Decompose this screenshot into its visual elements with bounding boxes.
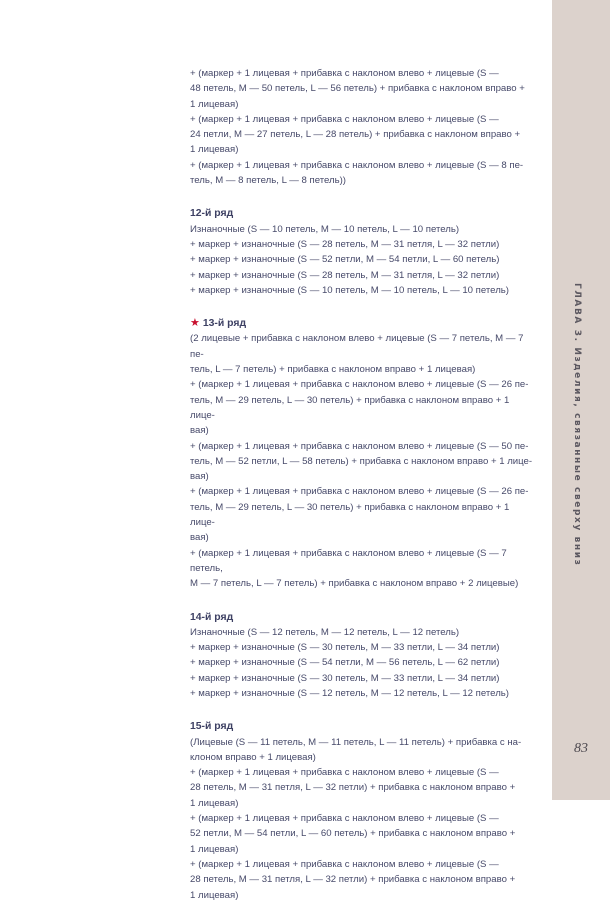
instruction-line: 1 лицевая)	[190, 797, 239, 809]
instruction-line: + маркер + изнаночные (S — 12 петель, M — 12 петель, L — 12 петель)	[190, 687, 509, 699]
instruction-line: 1 лицевая)	[190, 843, 239, 855]
row-14-block	[190, 610, 535, 702]
instruction-line: тель, M — 8 петель, L — 8 петель))	[190, 175, 346, 187]
instruction-line: 48 петель, M — 50 петель, L — 56 петель) + прибавка с наклоном вправо +	[190, 83, 525, 95]
intro-block	[190, 66, 535, 188]
row-13-title-wrapper	[190, 316, 535, 331]
instruction-line: + (маркер + 1 лицевая + прибавка с наклоном влево + лицевые (S — 26 пе-	[190, 486, 529, 498]
instruction-line: + маркер + изнаночные (S — 28 петель, M — 31 петля, L — 32 петли)	[190, 269, 500, 281]
instruction-line: (Лицевые (S — 11 петель, M — 11 петель, L — 11 петель) + прибавка с на-	[190, 736, 522, 748]
instruction-line: + маркер + изнаночные (S — 28 петель, M — 31 петля, L — 32 петли)	[190, 238, 500, 250]
instruction-line: + маркер + изнаночные (S — 52 петли, M — 54 петли, L — 60 петель)	[190, 254, 500, 266]
row-14-lines	[190, 625, 535, 701]
page-content	[190, 66, 535, 921]
instruction-line: + (маркер + 1 лицевая + прибавка с наклоном влево + лицевые (S —	[190, 68, 499, 79]
instruction-line: + (маркер + 1 лицевая + прибавка с наклоном влево + лицевые (S —	[190, 113, 499, 125]
instruction-line: + (маркер + 1 лицевая + прибавка с наклоном влево + лицевые (S — 26 пе-	[190, 379, 529, 391]
instruction-line: + (маркер + 1 лицевая + прибавка с наклоном влево + лицевые (S — 50 пе-	[190, 440, 529, 452]
instruction-line: (2 лицевые + прибавка с наклоном влево + лицевые (S — 7 петель, M — 7 пе-	[190, 333, 524, 360]
instruction-line: + маркер + изнаночные (S — 54 петли, M — 56 петель, L — 62 петли)	[190, 657, 500, 669]
instruction-line: клоном вправо + 1 лицевая)	[190, 751, 316, 763]
instruction-line: вая)	[190, 425, 209, 437]
instruction-line: тель, M — 29 петель, L — 30 петель) + прибавка с наклоном вправо + 1 лице-	[190, 394, 510, 421]
instruction-line: + (маркер + 1 лицевая + прибавка с наклоном влево + лицевые (S — 7 петель,	[190, 547, 507, 574]
instruction-line: 24 петли, M — 27 петель, L — 28 петель) + прибавка с наклоном вправо +	[190, 129, 521, 141]
chapter-label: ГЛАВА 3. Изделия, связанные сверху вниз	[572, 283, 582, 567]
instruction-line: 28 петель, M — 31 петля, L — 32 петли) + прибавка с наклоном вправо +	[190, 874, 516, 886]
instruction-line: 52 петли, M — 54 петли, L — 60 петель) + прибавка с наклоном вправо +	[190, 828, 516, 840]
row-15-block	[190, 719, 535, 903]
instruction-line: 1 лицевая)	[190, 144, 239, 156]
row-13-lines	[190, 331, 535, 591]
instruction-line: Изнаночные (S — 10 петель, M — 10 петель, L — 10 петель)	[190, 223, 460, 235]
instruction-line: 1 лицевая)	[190, 98, 239, 110]
row-12-lines	[190, 222, 535, 298]
instruction-line: + (маркер + 1 лицевая + прибавка с наклоном влево + лицевые (S —	[190, 767, 499, 779]
instruction-line: тель, L — 7 петель) + прибавка с наклоном вправо + 1 лицевая)	[190, 364, 476, 376]
row-15-lines	[190, 735, 535, 903]
instruction-line: + (маркер + 1 лицевая + прибавка с наклоном влево + лицевые (S —	[190, 813, 499, 825]
page-number: 83	[574, 741, 588, 756]
instruction-line: Изнаночные (S — 12 петель, M — 12 петель, L — 12 петель)	[190, 626, 460, 638]
row-15-title: 15-й ряд	[190, 721, 234, 733]
instruction-line: 1 лицевая)	[190, 889, 239, 901]
instruction-line: + (маркер + 1 лицевая + прибавка с наклоном влево + лицевые (S —	[190, 858, 499, 870]
instruction-line: M — 7 петель, L — 7 петель) + прибавка с наклоном вправо + 2 лицевые)	[190, 578, 519, 590]
row-12-title: 12-й ряд	[190, 208, 234, 220]
row-14-title: 14-й ряд	[190, 611, 234, 623]
instruction-line: тель, M — 29 петель, L — 30 петель) + прибавка с наклоном вправо + 1 лице-	[190, 501, 510, 529]
row-12-block	[190, 206, 535, 298]
instruction-line: вая)	[190, 532, 209, 544]
instruction-line: + (маркер + 1 лицевая + прибавка с наклоном влево + лицевые (S — 8 пе-	[190, 159, 524, 171]
instruction-line: вая)	[190, 471, 209, 483]
instruction-line: 28 петель, M — 31 петля, L — 32 петли) + прибавка с наклоном вправо +	[190, 782, 516, 794]
row-13-title: 13-й ряд	[202, 318, 247, 330]
row-13-block	[190, 316, 535, 591]
instruction-line: тель, M — 52 петли, L — 58 петель) + прибавка с наклоном вправо + 1 лице-	[190, 455, 533, 467]
star-icon: ★	[190, 317, 200, 330]
instruction-line: + маркер + изнаночные (S — 10 петель, M — 10 петель, L — 10 петель)	[190, 284, 509, 296]
instruction-line: + маркер + изнаночные (S — 30 петель, M — 33 петли, L — 34 петли)	[190, 642, 500, 654]
instruction-line: + маркер + изнаночные (S — 30 петель, M — 33 петли, L — 34 петли)	[190, 672, 500, 684]
